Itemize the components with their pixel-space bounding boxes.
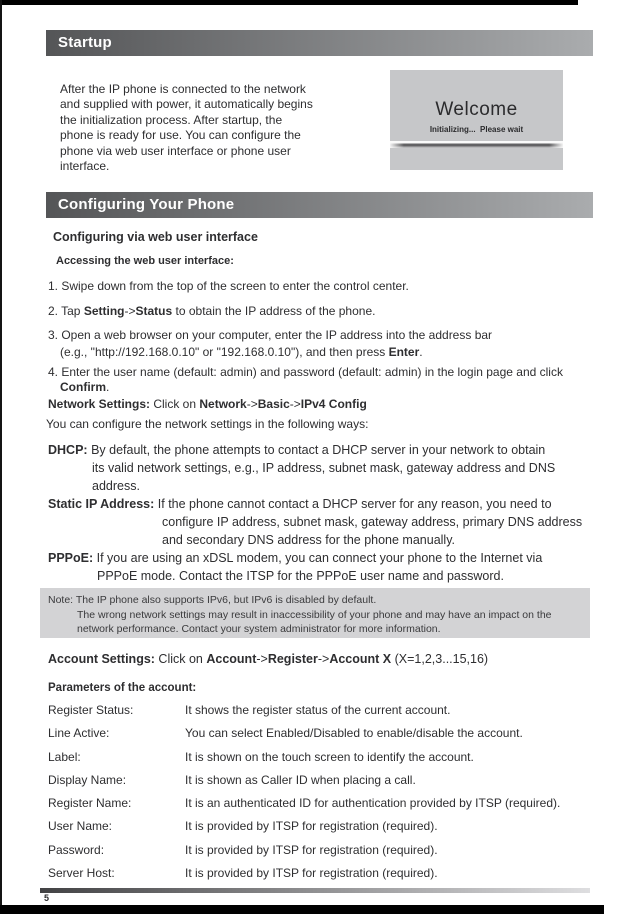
network-menu-ref: Network [199,397,247,411]
account-settings-line [48,652,488,666]
welcome-title: Welcome [435,99,518,120]
param-row [48,773,593,796]
welcome-status-text: Initializing... Please wait [429,125,524,134]
step-4-line-1: 4. Enter the user name (default: admin) and password (default: admin) in the login page and click [48,365,563,379]
note-box [40,588,590,638]
account-arrow-2: -> [317,652,330,666]
startup-section-bar [46,30,593,56]
network-settings-line [48,397,367,411]
static-ip-line-2: configure IP address, subnet mask, gateway address, primary DNS address [162,515,583,529]
register-menu-ref: Register [267,652,318,666]
network-settings-label: Network Settings: [48,397,151,411]
param-desc: It is provided by ITSP for registration (required). [185,866,438,881]
param-label: Label: [48,749,81,764]
intro-line: phone via web user interface or phone user [60,143,291,158]
configuring-title: Configuring Your Phone [58,196,235,213]
intro-line: interface. [60,159,110,174]
param-desc: It is provided by ITSP for registration (required). [185,842,438,857]
step-2-setting-ref: Setting [83,304,125,318]
param-row [48,843,593,866]
param-desc: It is provided by ITSP for registration (required). [185,819,438,834]
step-2-arrow: -> [124,304,136,318]
param-label: Line Active: [48,726,110,741]
welcome-screen [390,70,563,170]
footer-rule [40,888,590,893]
network-ways-line: You can configure the network settings in the following ways: [46,417,369,431]
account-x-ref: Account X [329,652,392,666]
step-3-line-2 [60,345,423,359]
page-number: 5 [44,893,50,903]
param-row [48,796,593,819]
step-3-text: (e.g., "http://192.168.0.10" or "192.168.0.10"), and then press [60,345,389,359]
welcome-progress-divider [390,141,563,148]
step-3-enter-ref: Enter [388,345,420,359]
web-ui-heading: Configuring via web user interface [53,230,258,244]
dhcp-line-1 [48,441,555,459]
static-ip-paragraph [48,495,582,549]
dhcp-paragraph [48,441,555,495]
step-4-line-2 [60,380,109,394]
account-settings-label: Account Settings: [48,652,155,666]
step-2-status-ref: Status [135,304,173,318]
param-desc: You can select Enabled/Disabled to enable/disable the account. [185,726,523,741]
param-row [48,750,593,773]
dhcp-label: DHCP: [48,443,88,457]
intro-line: After the IP phone is connected to the network [60,82,306,96]
param-row [48,866,593,889]
left-edge-line [0,0,2,914]
pppoe-line-1 [48,549,542,567]
network-arrow-2: -> [289,397,301,411]
param-label: Register Name: [48,796,132,811]
top-edge-bar [0,0,578,5]
account-arrow-1: -> [256,652,268,666]
param-row [48,819,593,842]
account-settings-text: Click on [154,652,207,666]
static-ip-line-3: and secondary DNS address for the phone manually. [162,533,455,547]
bottom-edge-bar [0,905,604,914]
basic-menu-ref: Basic [257,397,290,411]
step-3-period: . [419,345,423,359]
param-label: Register Status: [48,703,134,717]
pppoe-paragraph [48,549,542,585]
intro-paragraph [60,82,313,174]
static-ip-line-1 [48,495,582,513]
dhcp-text-1: By default, the phone attempts to contact a DHCP server in your network to obtain [87,443,546,457]
dhcp-line-3: address. [92,479,140,493]
intro-line: the initialization process. After startup, the [60,112,283,127]
step-2-text: 2. Tap [48,304,84,318]
param-desc: It is an authenticated ID for authentication provided by ITSP (required). [185,796,561,811]
account-menu-ref: Account [206,652,257,666]
param-label: Password: [48,842,105,857]
static-ip-text-1: If the phone cannot contact a DHCP server for any reason, you need to [154,497,552,511]
param-desc: It is shown on the touch screen to identify the account. [185,749,474,764]
dhcp-line-2: its valid network settings, e.g., IP address, subnet mask, gateway address and DNS [92,461,556,475]
pppoe-line-2: PPPoE mode. Contact the ITSP for the PPPoE user name and password. [97,569,504,583]
ipv4-config-ref: IPv4 Config [300,397,367,411]
network-settings-text: Click on [150,397,200,411]
startup-title: Startup [58,34,112,51]
step-1: 1. Swipe down from the top of the screen to enter the control center. [48,279,409,293]
step-3-line-1: 3. Open a web browser on your computer, enter the IP address into the address bar [48,328,493,342]
param-row [48,726,593,749]
note-line-1: Note: The IP phone also supports IPv6, but IPv6 is disabled by default. [48,594,377,606]
parameters-heading: Parameters of the account: [48,682,197,694]
intro-line: and supplied with power, it automatically begins [60,97,313,112]
param-label: User Name: [48,819,113,834]
step-4-period: . [106,380,110,394]
pppoe-text-1: If you are using an xDSL modem, you can connect your phone to the Internet via [93,551,543,565]
param-label: Server Host: [48,866,115,881]
account-x-range: (X=1,2,3...15,16) [391,652,489,666]
note-line-3: network performance. Contact your system administrator for more information. [77,623,441,636]
network-arrow-1: -> [246,397,258,411]
static-ip-label: Static IP Address: [48,497,155,511]
step-2-text-end: to obtain the IP address of the phone. [172,304,376,318]
intro-line: phone is ready for use. You can configure the [60,128,301,143]
param-desc: It is shown as Caller ID when placing a call. [185,772,416,787]
pppoe-label: PPPoE: [48,551,94,565]
note-line-2: The wrong network settings may result in inaccessibility of your phone and may have an impact on the [77,608,552,621]
access-heading: Accessing the web user interface: [56,255,234,267]
param-label: Display Name: [48,772,127,787]
step-2 [48,304,375,318]
parameters-table [48,703,593,889]
param-desc: It shows the register status of the current account. [185,703,451,717]
step-4-confirm-ref: Confirm [60,380,106,394]
param-row [48,703,593,726]
configuring-section-bar [46,192,593,218]
